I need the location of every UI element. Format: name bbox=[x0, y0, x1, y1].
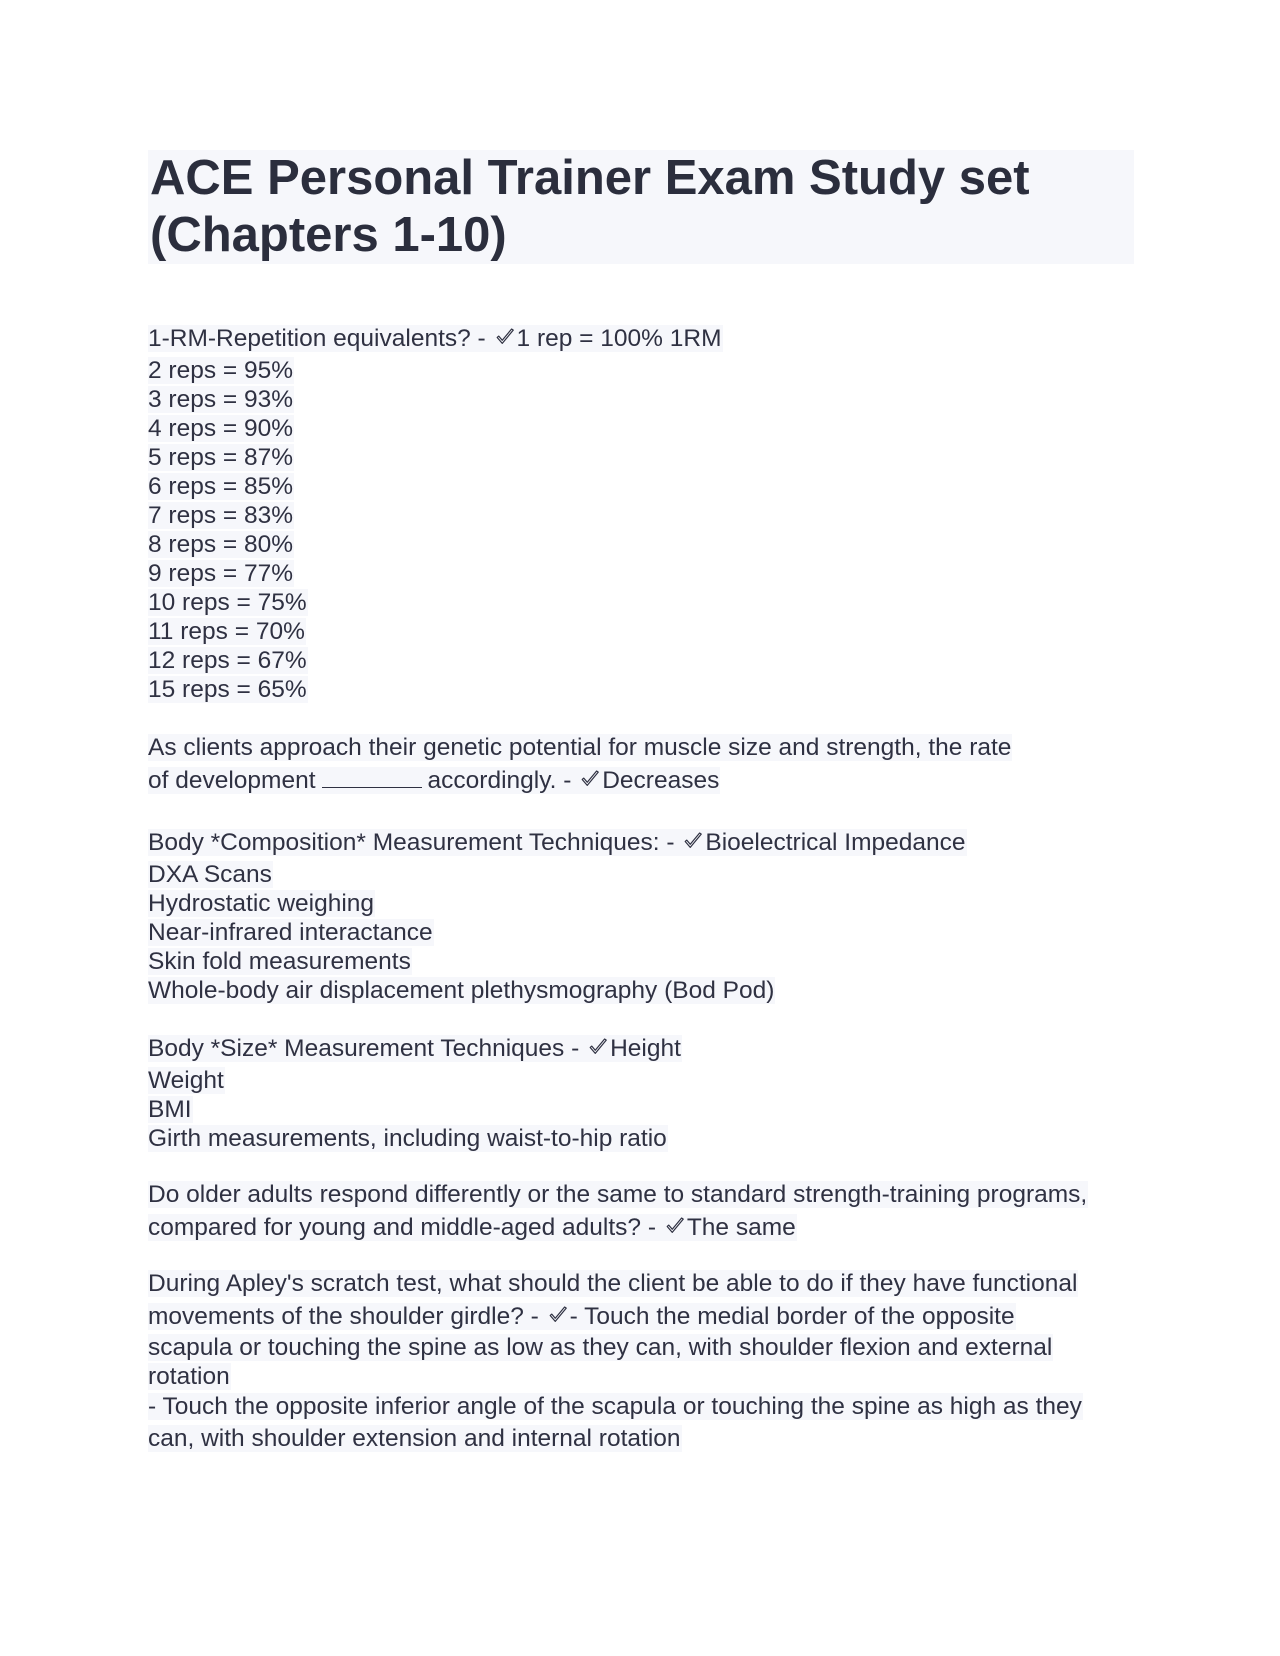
flashcard-entry bbox=[148, 322, 1138, 704]
question-text: movements of the shoulder girdle? - bbox=[148, 1302, 546, 1330]
answer-text: 1 rep = 100% 1RM bbox=[516, 325, 722, 352]
question-text: Body *Composition* Measurement Techniques: - bbox=[148, 829, 682, 856]
question-line: During Apley's scratch test, what should the client be able to do if they have functional bbox=[148, 1270, 1078, 1297]
checkmark-icon bbox=[587, 1036, 609, 1058]
answer-line: Girth measurements, including waist-to-hip ratio bbox=[148, 1125, 667, 1152]
answer-line: 3 reps = 93% bbox=[148, 386, 294, 413]
flashcard-row bbox=[148, 1303, 1016, 1330]
answer-line: Whole-body air displacement plethysmography (Bod Pod) bbox=[148, 977, 775, 1004]
flashcard-entry bbox=[148, 1032, 1138, 1153]
answer-line: can, with shoulder extension and internal rotation bbox=[148, 1424, 681, 1452]
answer-line: BMI bbox=[148, 1096, 192, 1123]
flashcard-row bbox=[148, 1181, 1088, 1241]
flashcard-row bbox=[148, 829, 967, 856]
answer-line: 5 reps = 87% bbox=[148, 444, 294, 471]
answer-line: Near-infrared interactance bbox=[148, 919, 433, 946]
flashcard-row bbox=[148, 734, 1012, 794]
flashcard-entry bbox=[148, 1179, 1138, 1244]
fill-in-blank bbox=[322, 786, 422, 788]
question-text: Do older adults respond differently or the same to standard strength-training programs, compared for young and middle-aged adults? - bbox=[148, 1181, 1088, 1241]
answer-line: 6 reps = 85% bbox=[148, 473, 294, 500]
question-text: Body *Size* Measurement Techniques - bbox=[148, 1035, 587, 1062]
answer-line: 8 reps = 80% bbox=[148, 531, 294, 558]
answer-line: 11 reps = 70% bbox=[148, 618, 305, 645]
answer-text: - Touch the medial border of the opposite bbox=[569, 1302, 1015, 1330]
answer-line: 12 reps = 67% bbox=[148, 647, 307, 674]
title-block bbox=[148, 150, 1134, 264]
checkmark-icon bbox=[494, 326, 516, 348]
answer-line: 15 reps = 65% bbox=[148, 676, 307, 703]
answer-line: 10 reps = 75% bbox=[148, 589, 307, 616]
answer-line: 9 reps = 77% bbox=[148, 560, 294, 587]
checkmark-icon bbox=[547, 1304, 569, 1326]
answer-text: Decreases bbox=[602, 766, 720, 794]
question-text: As clients approach their genetic potential for muscle size and strength, the rate of development bbox=[148, 734, 1012, 794]
answer-line: Hydrostatic weighing bbox=[148, 890, 375, 917]
answer-line: rotation bbox=[148, 1363, 230, 1390]
document-page bbox=[148, 150, 1138, 1480]
answer-line: DXA Scans bbox=[148, 861, 272, 888]
flashcard-entry bbox=[148, 826, 1138, 1005]
flashcard-entry bbox=[148, 732, 1138, 797]
answer-line: Skin fold measurements bbox=[148, 948, 411, 975]
answer-line: 7 reps = 83% bbox=[148, 502, 294, 529]
checkmark-icon bbox=[682, 830, 704, 852]
answer-line: - Touch the opposite inferior angle of the scapula or touching the spine as high as they bbox=[148, 1393, 1082, 1420]
answer-line: Weight bbox=[148, 1067, 224, 1094]
answer-line: 4 reps = 90% bbox=[148, 415, 294, 442]
answer-text: Height bbox=[610, 1035, 681, 1062]
question-text-continued: accordingly. - bbox=[427, 766, 579, 794]
checkmark-icon bbox=[579, 768, 601, 790]
flashcard-row bbox=[148, 1035, 682, 1062]
flashcard-row bbox=[148, 325, 723, 352]
document-title: ACE Personal Trainer Exam Study set (Chapters 1-10) bbox=[150, 151, 1030, 262]
answer-line: scapula or touching the spine as low as they can, with shoulder flexion and external bbox=[148, 1334, 1053, 1361]
flashcard-list bbox=[148, 322, 1138, 1453]
answer-text: The same bbox=[686, 1213, 796, 1241]
question-text: 1-RM-Repetition equivalents? - bbox=[148, 325, 493, 352]
flashcard-entry bbox=[148, 1268, 1138, 1453]
checkmark-icon bbox=[664, 1215, 686, 1237]
answer-line: 2 reps = 95% bbox=[148, 357, 294, 384]
answer-text: Bioelectrical Impedance bbox=[705, 829, 966, 856]
